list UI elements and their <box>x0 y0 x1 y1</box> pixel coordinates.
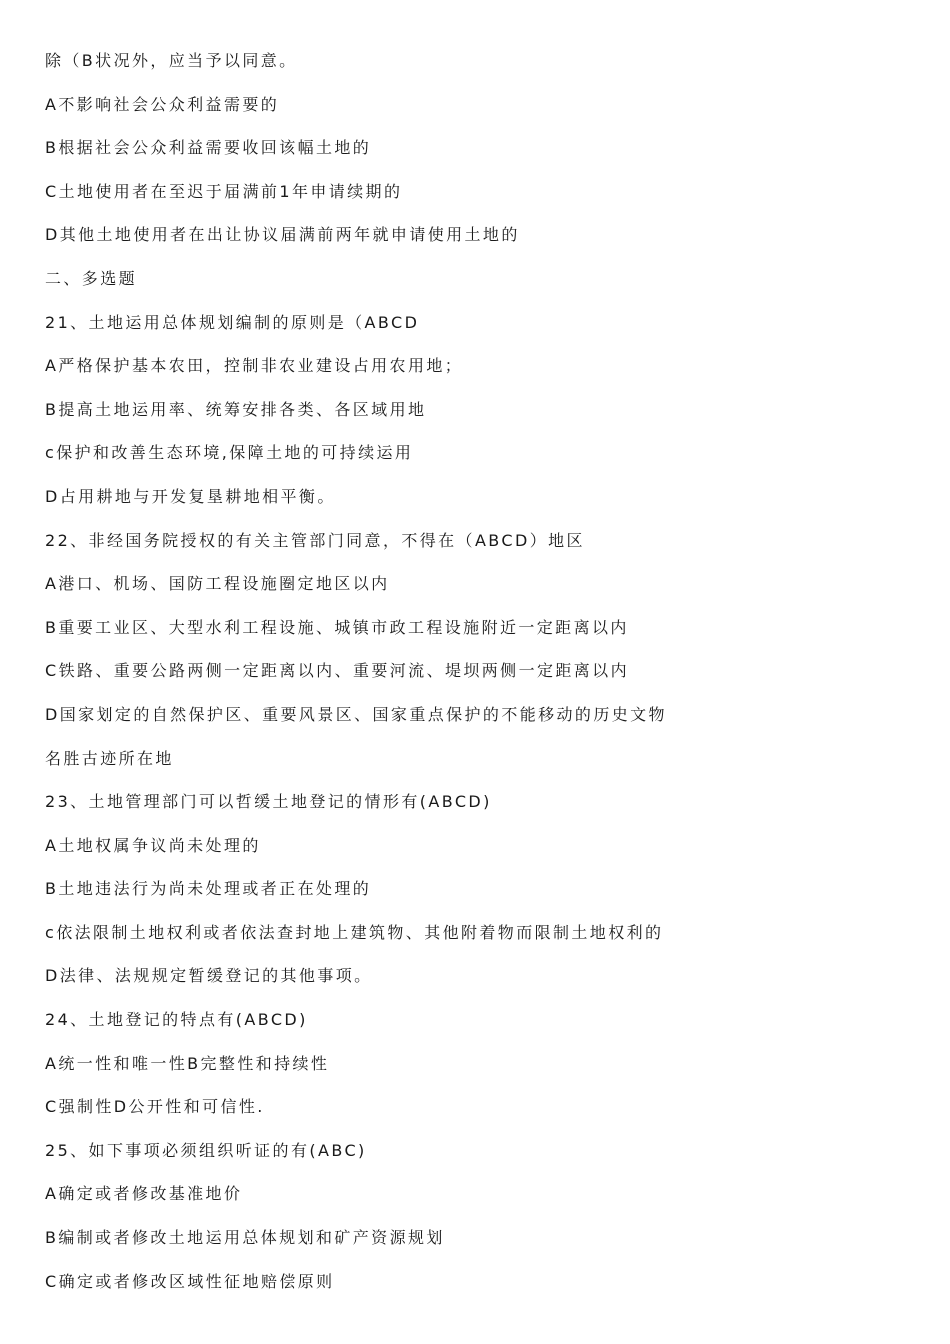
text-line: A不影响社会公众利益需要的 <box>45 94 280 114</box>
document-body <box>45 46 925 1310</box>
question-24: 24、土地登记的特点有(ABCD) <box>45 1010 308 1030</box>
section-heading: 二、多选题 <box>45 268 138 288</box>
text-line: D其他土地使用者在出让协议届满前两年就申请使用土地的 <box>45 225 520 245</box>
text-line: B根据社会公众利益需要收回该幅土地的 <box>45 138 372 158</box>
text-line: A确定或者修改基准地价 <box>45 1184 243 1204</box>
text-line: c保护和改善生态环境,保障土地的可持续运用 <box>45 443 414 463</box>
question-21: 21、土地运用总体规划编制的原则是（ABCD <box>45 312 420 332</box>
text-line: A港口、机场、国防工程设施圈定地区以内 <box>45 574 390 594</box>
text-line: C确定或者修改区域性征地赔偿原则 <box>45 1271 335 1291</box>
text-line: B土地违法行为尚未处理或者正在处理的 <box>45 879 372 899</box>
text-line: B提高土地运用率、统筹安排各类、各区域用地 <box>45 399 427 419</box>
text-line: D国家划定的自然保护区、重要风景区、国家重点保护的不能移动的历史文物 <box>45 704 667 724</box>
text-line: 名胜古迹所在地 <box>45 748 174 768</box>
text-line: C土地使用者在至迟于届满前1年申请续期的 <box>45 181 403 201</box>
text-line: D法律、法规规定暂缓登记的其他事项。 <box>45 966 373 986</box>
text-line: c依法限制土地权利或者依法查封地上建筑物、其他附着物而限制土地权利的 <box>45 922 664 942</box>
text-line: B重要工业区、大型水利工程设施、城镇市政工程设施附近一定距离以内 <box>45 617 629 637</box>
text-line: D占用耕地与开发复垦耕地相平衡。 <box>45 486 336 506</box>
text-line: A土地权属争议尚未处理的 <box>45 835 261 855</box>
question-25: 25、如下事项必须组织听证的有(ABC) <box>45 1140 367 1160</box>
text-line: A统一性和唯一性B完整性和持续性 <box>45 1053 330 1073</box>
text-line: C强制性D公开性和可信性. <box>45 1097 265 1117</box>
text-line: B编制或者修改土地运用总体规划和矿产资源规划 <box>45 1228 445 1248</box>
question-22: 22、非经国务院授权的有关主管部门同意，不得在（ABCD）地区 <box>45 530 585 550</box>
text-line: A严格保护基本农田，控制非农业建设占用农用地； <box>45 356 464 376</box>
text-line: 除（B状况外，应当予以同意。 <box>45 51 298 70</box>
question-23: 23、土地管理部门可以哲缓土地登记的情形有(ABCD) <box>45 792 492 812</box>
text-line: C铁路、重要公路两侧一定距离以内、重要河流、堤坝两侧一定距离以内 <box>45 661 629 681</box>
